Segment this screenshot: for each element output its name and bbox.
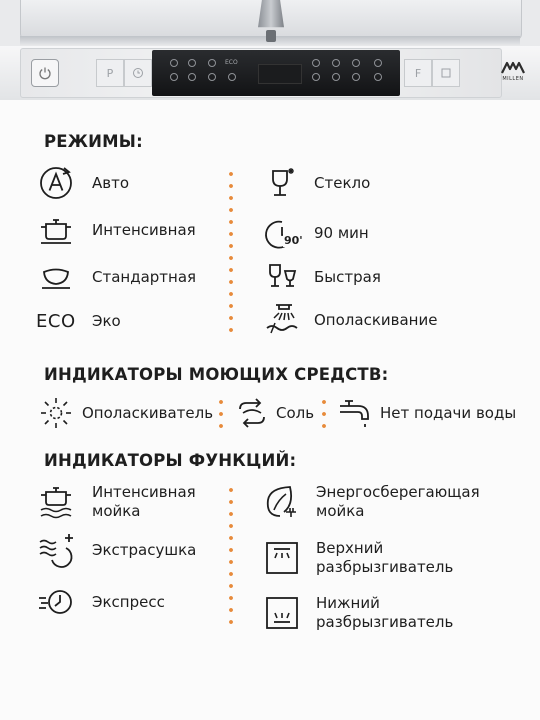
tap-icon <box>336 393 376 433</box>
delay-key[interactable] <box>124 59 152 87</box>
salt-icon <box>232 393 272 433</box>
mode-quick: Быстрая <box>262 257 381 297</box>
function-key[interactable]: F <box>404 59 432 87</box>
pot-icon <box>36 210 76 250</box>
power-icon <box>38 66 52 80</box>
dishwasher-photo <box>0 0 540 100</box>
energy-leaf-icon <box>262 482 302 522</box>
functions-heading: ИНДИКАТОРЫ ФУНКЦИЙ: <box>44 451 297 470</box>
timer-90-icon: 90' <box>262 213 302 253</box>
detergent-divider-2 <box>322 396 326 428</box>
detergents-heading: ИНДИКАТОРЫ МОЮЩИХ СРЕДСТВ: <box>44 365 389 384</box>
eco-icon: ECO <box>36 310 76 332</box>
function-upper-spray: Верхний разбрызгиватель <box>262 538 453 578</box>
function-express: Экспресс <box>36 582 165 622</box>
millen-logo-icon <box>501 60 525 74</box>
auto-icon <box>36 163 76 203</box>
brand-logo: MILLEN <box>500 60 526 90</box>
express-icon <box>36 582 76 622</box>
function-extra-dry: Экстрасушка <box>36 530 196 570</box>
glass-icon <box>262 163 302 203</box>
square-icon <box>440 67 452 79</box>
control-panel: ECO <box>152 50 400 96</box>
program-key[interactable]: P <box>96 59 124 87</box>
extra-key[interactable] <box>432 59 460 87</box>
function-lower-spray: Нижний разбрызгиватель <box>262 593 453 633</box>
mode-rinse: Ополаскивание <box>262 300 437 340</box>
indicator-salt: Соль <box>232 393 314 433</box>
indicator-rinse-aid: Ополаскиватель <box>36 393 213 433</box>
power-button[interactable] <box>31 59 59 87</box>
modes-heading: РЕЖИМЫ: <box>44 132 143 151</box>
mode-intensive: Интенсивная <box>36 210 196 250</box>
extra-dry-icon <box>36 530 76 570</box>
functions-divider <box>229 484 233 632</box>
rinse-icon <box>262 300 302 340</box>
function-energy-saving: Энергосберегающая мойка <box>262 482 480 522</box>
glasses-icon <box>262 257 302 297</box>
intensive-wash-icon <box>36 482 76 522</box>
mode-standard: Стандартная <box>36 257 196 297</box>
rinse-aid-icon <box>36 393 76 433</box>
bowl-icon <box>36 257 76 297</box>
mode-eco: ECO Эко <box>36 301 121 341</box>
upper-spray-icon <box>262 538 302 578</box>
lower-spray-icon <box>262 593 302 633</box>
column-divider <box>229 168 233 332</box>
mode-90: 90' 90 мин <box>262 213 369 253</box>
mode-auto: Авто <box>36 163 129 203</box>
function-intensive-wash: Интенсивная мойка <box>36 482 196 522</box>
panel-display <box>258 64 302 84</box>
clock-icon <box>132 67 144 79</box>
mode-glass: Стекло <box>262 163 370 203</box>
detergent-divider-1 <box>219 396 223 428</box>
indicator-no-water: Нет подачи воды <box>336 393 516 433</box>
